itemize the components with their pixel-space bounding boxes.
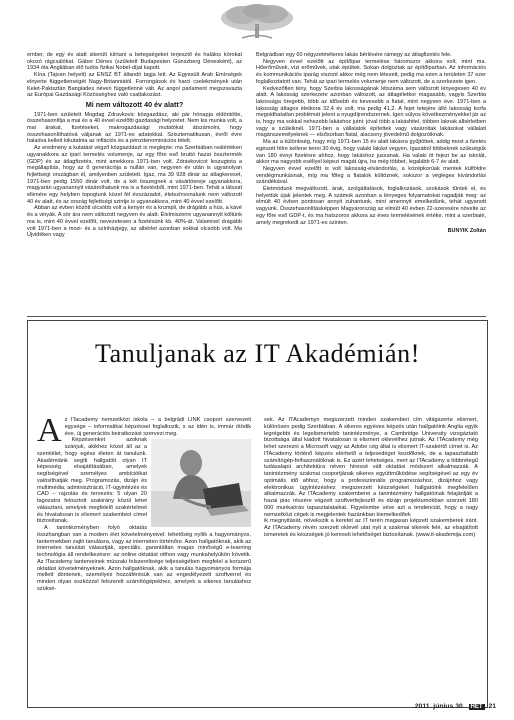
paragraph: Életmódunk megváltozott, árak, szolgáltatások, foglalkozások, szokások tűntek el, és helyettük újak jelentek meg. A számok azonban a lényeges folyamatokat ragadják meg: az elmúlt 40 évben pontosan annyit zuhantunk, mint amennyit emelkedünk, tehát ugyanott vagyunk. Összehasonlításképpen Magyarország az elmúlt 40 évben 22-szeresére növelte az egy főre eső GDP-t, és ma hatszoros akkora az éves termelésének értéke, mint a szerbiaié, amely megrekedt az 1971-es szinten. <box>256 186 486 226</box>
paragraph: Kedvezőtlen tény, hogy Szerbia lakosságának létszáma sem változott lényegesen 40 év alatt. A lakosság szerkezete azonban változott, az átlagéletkor magasabb, vagyis Szerbia lakossága öregebb, több az idősebb és kevesebb a fiatal, mint negyven éve. 1971-ben a lakosság átlagos életkora 32,4 év volt, ma pedig 41,2. A fejet tetejére álló lakosság korfa megoldhatatlan problémát jelent a nyugdíjrendszernek. Igen súlyos következményekkel jár az is, hogy ma sokkal nehezebb lakáshoz jutni: jóval több a lakáshitel, többen laknak albérletben vagy a szüleiknél. 1971-ben a vállalatok építettek vagy vásároltak lakásokat vállalati magánszemélyeknek — elsősorban fiatal, alacsony jövedelmű dolgozóiknak. <box>256 85 486 139</box>
article-column-right <box>256 52 486 306</box>
paragraph: sek. Az ITAcademyn megszerzett minden szakemberi cím világszerte elismert, különösen pedig Szerbiában. A sikeres egyéves képzés után hallgatóink Anglia egyik legrégebbi és legelismertebb tanintézménye, a Cambridge University vizsgáztató bizottsága által kiadott hivatalosan is elismert oklevélhez jutnak. Az ITAcademy még lehet szerezni a Microsoft vagy az Adobe cég által is elismert IT-szakértő címet is. Az ITAcademy történő képzés elérhető a teljesedéget kezdőknek, de a tapasztaltabb számítógép-felhasználóknak is. Ez azért lehetséges, mert az ITAcademy a többrétegű tudásalapú architektúra néven híressé vált oktatási módszert alkalmazzák. A tanintézmény szakmai csoportjának sikeres együttműködése segítségével az egy év optimális idő ahhoz, hogy a professzionális programozáshoz, dizájnhoz vagy elektronikus ügyintézéshez megszerzett készségeket hallgatóink megfelelően alkalmazzák. Az ITAcademy szakemberei a tanintézmény hallgatóinak felajánlják a hazai piac részére végzett szoftverfejlesztő és dizájn projektumokban szerzett 180 000 munkaórás tapasztalataikat. Figyelembe véve azt a tendenciát, hogy a nagy nemzetközi cégek is megjelentek hazánkban kiemelkedőek <box>264 417 478 518</box>
page-number: 21 <box>488 703 496 710</box>
page-footer <box>415 703 496 710</box>
paragraph-text: z ITacademy nemzetközi iskola – a belgrádi LINK csoport szervezeti egysége – informatikai képzéssel foglalkozik, s az idén is, immár ötödik éve, új generációs beiratkozást szervezi meg. <box>64 417 251 437</box>
student-laptop-icon <box>151 439 251 527</box>
paragraph: Belgrádban egy 60 négyzetméteres lakás bérlésére rámegy az átlagfizetés fele. <box>256 52 452 58</box>
magazine-logo: HÉT <box>470 704 483 710</box>
section-heading: Mi nem változott 40 év alatt? <box>85 99 184 109</box>
paragraph: ik megnyitását, növekszik a keretet az IT terén magasan képzett szakemberek iránt. Az ITAcademy révén szerzett oklevél utat nyit a szakmai sikerek felé, az elsajátított ismeretek és készségek jó kereseti lehetőséget biztosítanak. (www.it-akademija.com) <box>264 518 478 538</box>
paragraph-text: Képzéseinket azoknak szánjuk, akikhez közel áll az a szemlélet, hogy egész életen át tanulunk. Akadémiánk segíti hallgatóit olyan IT képesség elsajátításában, amelyek segítségével személyes ambícióikat valósíthatják meg. Programozás, dizájn és multimédia, adminisztráció, IT-ügyintézés és CAD – rajzolás és tervezés: 5 olyan 20 tagozatra felosztott szakirány közül lehet választani, amelyek megfelelő szakértelmet és hivatalosan is elismert szakemberi címet biztosítanak. <box>37 437 147 525</box>
paragraph <box>37 437 251 525</box>
advert-title: Tanuljanak az IT Akadémián! <box>94 339 421 368</box>
section-divider <box>27 316 486 317</box>
paragraph: Negyven évvel ezelőtt is volt lakosság-elvándorlás, a középkorúak mentek külföldre vendégmunkásnak, míg ma főleg a fiatalok költöznek, sokszor a végleges kivándorlás szándékával. <box>256 165 486 186</box>
paragraph: A tanintézményben folyó oktatás összhangban van a modern élet követelményeivel: lehetőség nyílik a hagyományos, tantermekben zajló tanulásra, vagy az interneten történőre. Azon hallgatóknak, akik az internetes tanulást választják, speciális, garantáltan magas minőségű e-learning technológia áll rendelkezésre: az online oktatást otthon vagy munkahelyükön követik. Az ITacademy tanterveinek múszaki felszereltsége teljességében megfelel a korszerű oktatási követelményeknek. Azon hallgatóknak, akik a tanulás hagyományos formája mellett döntenek, személyes hozzáférésük van az engedélyezett szoftverrel és minden olyan eszközzel felszerelt számítógépekhez, amelyek a sikeres tanuláshoz szüksé- <box>37 525 251 592</box>
paragraph: Kína (Tajvan helyett) az ENSZ BT állandó tagja lett. Az Egyesült Arab Emírségek elnyerte függetlenségét Nagy-Britanniától. Forrongások és harci cselekmények után Kelet-Pakisztán Banglades néven függetlenné vált. Az angol parlament megszavazta az Európai Gazdasági Közösséghez való csatlakozást. <box>27 72 242 99</box>
drop-cap: A <box>37 417 62 449</box>
advert-box <box>27 320 488 708</box>
paragraph: Ma az a különbség, hogy míg 1971-ben 15 év alatt lakásra gyűjtöttek, addig most a fizetés egészét félre kellene tenni 30 évig, hogy valaki lakást vegyen. Igazából többeknek szükségük van 180 évnyi fizetésre ahhoz, hogy lakáshoz jussanak. Ha valaki itt fejezi be az iskolát, akkor ma nagyobb eséllyel képezi magát újra, ha még többet, legalább 6-7 év alatt. <box>256 139 486 166</box>
paragraph: Az eredmény a kutatást végző közgazdászt is meglepte: ma Szerbiában reálértéken ugyanakkora az iparí termelés volumenje, az egy főre eső bruttó hazai össztermék (GDP) és az átlagfizetés, mint amekkora 1971-ben volt. Zdravkovicot leszugtota a megállapítás, hogy az ő generációja a nullán van, negyven év után is ugyanolyan fejlettségi országban él, amilyenben született. Igaz, ma 39 928 dinár az átlagkereset, 1971-ben pedig 1550 dinár volt, de a két összegnek a vásárlóereje ugyanakkora, magyarán ugyanannyit vásárolhatunk ma is a fizetésből, mint 1971-ben. Tehát a látszat ellenére egy helyben topogtunk közel fél évszázadot, életszínvonalunk nem változott 40 év alatt, és az ország fejlettségi szintje is ugyanakkora, mint 40 évvel ezelőtt. <box>27 145 242 205</box>
paragraph: ember, de egy év alatt sikerült kiírtani a betegségeket terjesztő és halálos kórokat okozó rágcsálókat. Gábor Dénes (született Budapesten Günszberg Dénesként), az 1934 óta Angliában élő tudós fizikai Nobel-díjat kapott. <box>27 52 242 72</box>
issue-date: 2011. június 30. <box>414 703 465 710</box>
advert-column-left <box>37 417 251 701</box>
article-author: BUNYIK Zoltán <box>447 228 486 235</box>
article-column-left <box>27 52 242 306</box>
advert-column-right <box>264 417 478 701</box>
student-laptop-photo <box>151 439 251 527</box>
paragraph <box>37 417 251 449</box>
paragraph: Abban az évben között olcsóbb volt a kenyér és a krumpli, de drágább a hús, a kávé és a vinyák. A sör ára nem változott negyven év alatt. Élelmiszerre ugyanannyit költünk ma is, mint 40 évvel ezelőtt, nevezetesen a fizetésünk kb. 40%-át. Valamivel drágább volt 1971-ben a mozi- és a színházjegy, az albérlet azonban sokkal olcsóbb volt. Ma Újvidéken vagy <box>27 205 242 239</box>
tree-logo-icon <box>212 2 302 42</box>
paragraph: 1971-ben született Mogdag Zdravkovic közgazdász, aki pár hónapja eldöntötte, összehasonlítja a mai és a 40 évvel ezelőtti gazdasági helyzetet. Nem kis munka volt, a mai árakat, fizetéseket, makrogazdasági mutatókat átszámolni, hogy összehasonlíthatóvá váljanak az 1971-es adatokkal. Szisztematikusan, évről évre haladva kellett kikutatnia az inflációs és a pénzdenominációs tételt. <box>27 111 242 145</box>
paragraph: Negyven évvel ezelőtt az építőipar termelése háromszor akkora volt, mint ma. Hőerőművek, vízi erőművek, utak épültek. Sokan dolgoztak az építőiparban. Az információs és kommunikációs iparág viszont akkor még nem létezett, pedig ma ezen a területen 37 ezer foglalkoztatott van. Tehát az ipari termelés volumenje nem változott, de a szerkezete igen. <box>256 58 486 85</box>
